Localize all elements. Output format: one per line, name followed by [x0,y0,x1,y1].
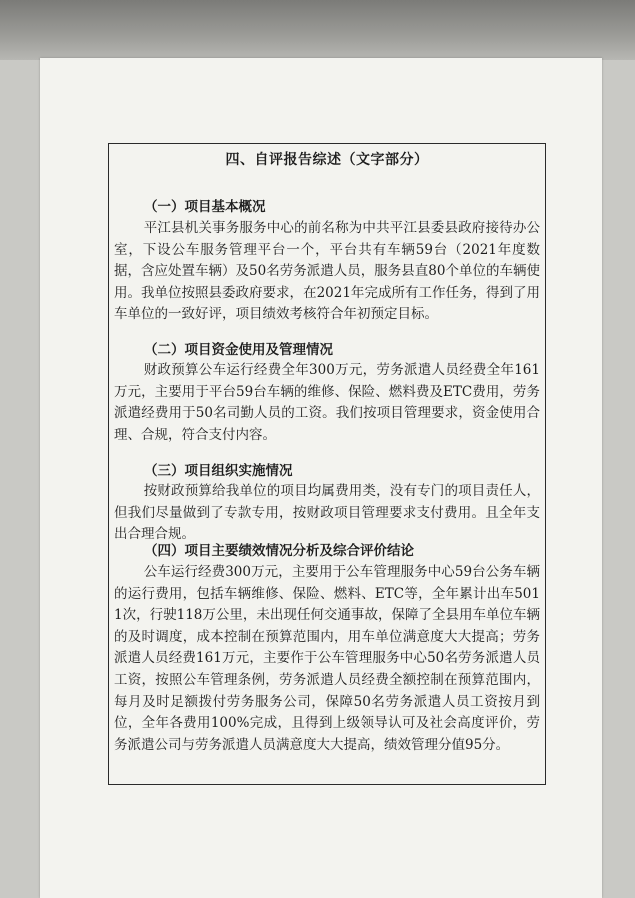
section-body-2: 财政预算公车运行经费全年300万元，劳务派遣人员经费全年161万元，主要用于平台59台车辆的维修、保险、燃料费及ETC费用，劳务派遣经费用于50名司勤人员的工资。我们按项目管理要求，资金使用合理、合规，符合支付内容。 [114,362,540,443]
section-body-3: 按财政预算给我单位的项目均属费用类，没有专门的项目责任人，但我们尽量做到了专款专用，按财政项目管理要求支付费用。且全年支出合理合规。 [114,483,540,543]
section-title-3: （三）项目组织实施情况 [144,463,293,479]
section-title-4: （四）项目主要绩效情况分析及综合评价结论 [144,543,414,559]
section-body-4: 公车运行经费300万元，主要用于公车管理服务中心59台公务车辆的运行费用，包括车辆维修、保险、燃料、ETC等，全年累计出车5011次，行驶118万公里，未出现任何交通事故，保障了全县用车单位车辆的及时调度，成本控制在预算范围内，用车单位满意度大大提高；劳务派遣人员经费161万元，主要作于公车管理服务中心50名劳务派遣人员工资，按照公车管理条例，劳务派遣人员经费全额控制在预算范围内，每月及时足额拨付劳务服务公司，保障50名劳务派遣人员工资按月到位，全年各费用100%完成，且得到上级领导认可及社会高度评价，劳务派遣公司与劳务派遣人员满意度大大提高，绩效管理分值95分。 [114,564,540,753]
section-title-2: （二）项目资金使用及管理情况 [144,342,333,358]
section-title-1: （一）项目基本概况 [144,199,266,215]
scan-background [0,0,635,60]
report-heading: 四、自评报告综述（文字部分） [225,152,429,168]
section-body-1: 平江县机关事务服务中心的前名称为中共平江县委县政府接待办公室，下设公车服务管理平台一个，平台共有车辆59台（2021年度数据，含应处置车辆）及50名劳务派遣人员，服务县直80个单位的车辆使用。我单位按照县委政府要求，在2021年完成所有工作任务，得到了用车单位的一致好评，项目绩效考核符合年初预定目标。 [114,220,540,323]
